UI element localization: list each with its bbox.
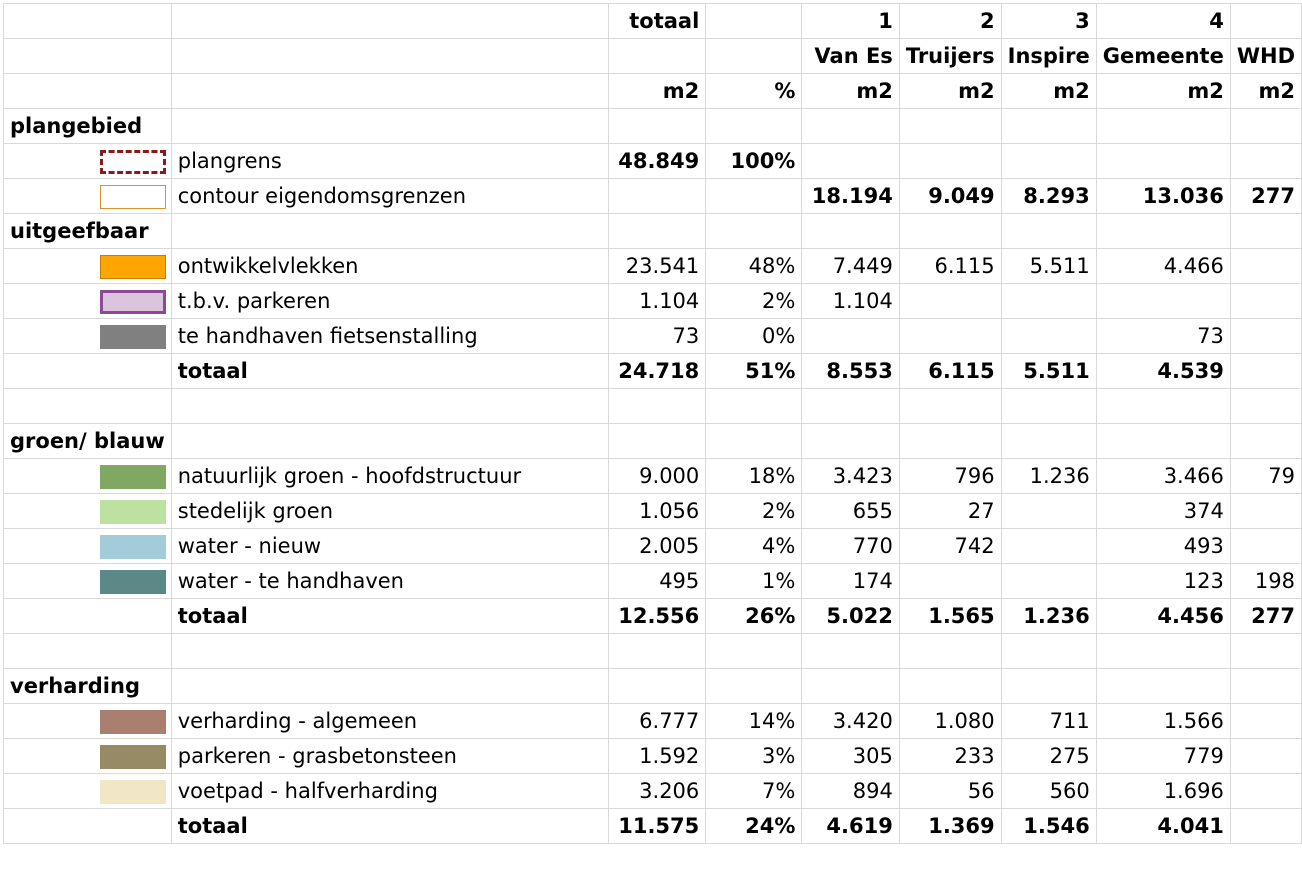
table-row — [4, 459, 1302, 494]
row-percent[interactable]: 1% — [706, 564, 802, 599]
row-owner-value[interactable] — [1230, 774, 1301, 809]
cell[interactable] — [1230, 4, 1301, 39]
cell[interactable] — [608, 669, 705, 704]
row-owner-value[interactable]: 277 — [1230, 179, 1301, 214]
row-label[interactable]: voetpad - halfverharding — [171, 774, 608, 809]
cell[interactable] — [802, 109, 899, 144]
row-owner-value[interactable] — [1230, 144, 1301, 179]
section-title[interactable]: plangebied — [4, 109, 172, 144]
legend-swatch-cell[interactable] — [4, 144, 172, 179]
row-label[interactable]: verharding - algemeen — [171, 704, 608, 739]
legend-swatch-icon — [100, 745, 166, 769]
row-owner-value[interactable]: 5.511 — [1001, 249, 1096, 284]
row-owner-value[interactable]: 18.194 — [802, 179, 899, 214]
row-owner-value[interactable]: 6.115 — [899, 249, 1001, 284]
row-owner-value[interactable]: 3.466 — [1096, 459, 1230, 494]
cell[interactable] — [802, 634, 899, 669]
cell[interactable] — [802, 669, 899, 704]
row-owner-value[interactable]: 56 — [899, 774, 1001, 809]
cell[interactable] — [171, 74, 608, 109]
row-owner-value[interactable] — [899, 564, 1001, 599]
table-row — [4, 179, 1302, 214]
subtotal-owner-value[interactable]: 6.115 — [899, 354, 1001, 389]
row-label[interactable]: water - te handhaven — [171, 564, 608, 599]
cell[interactable] — [171, 424, 608, 459]
row-percent[interactable]: 0% — [706, 319, 802, 354]
cell[interactable] — [171, 669, 608, 704]
row-owner-value[interactable]: 275 — [1001, 739, 1096, 774]
header-owner-4-number[interactable]: 4 — [1096, 4, 1230, 39]
row-owner-value[interactable]: 560 — [1001, 774, 1096, 809]
row-owner-value[interactable]: 4.466 — [1096, 249, 1230, 284]
cell[interactable] — [171, 634, 608, 669]
row-percent[interactable]: 14% — [706, 704, 802, 739]
cell[interactable] — [1230, 634, 1301, 669]
row-owner-value[interactable]: 770 — [802, 529, 899, 564]
row-owner-value[interactable]: 779 — [1096, 739, 1230, 774]
legend-swatch-cell[interactable] — [4, 494, 172, 529]
row-percent[interactable]: 100% — [706, 144, 802, 179]
header-row-units — [4, 74, 1302, 109]
row-total[interactable]: 2.005 — [608, 529, 705, 564]
row-total[interactable]: 6.777 — [608, 704, 705, 739]
header-owner-whd[interactable]: WHD — [1230, 39, 1301, 74]
subtotal-row — [4, 809, 1302, 844]
row-percent[interactable]: 48% — [706, 249, 802, 284]
cell[interactable] — [899, 669, 1001, 704]
subtotal-owner-value[interactable]: 8.553 — [802, 354, 899, 389]
table-row — [4, 144, 1302, 179]
cell[interactable] — [608, 214, 705, 249]
row-percent[interactable]: 18% — [706, 459, 802, 494]
cell[interactable] — [4, 354, 172, 389]
cell[interactable] — [1230, 424, 1301, 459]
section-header-row — [4, 424, 1302, 459]
row-owner-value[interactable] — [899, 144, 1001, 179]
cell[interactable] — [899, 389, 1001, 424]
row-total[interactable] — [608, 179, 705, 214]
cell[interactable] — [4, 4, 172, 39]
legend-swatch-cell[interactable] — [4, 739, 172, 774]
cell[interactable] — [1230, 389, 1301, 424]
row-label[interactable]: plangrens — [171, 144, 608, 179]
spacer-row — [4, 389, 1302, 424]
subtotal-owner-value[interactable]: 4.456 — [1096, 599, 1230, 634]
row-percent[interactable] — [706, 179, 802, 214]
row-owner-value[interactable] — [1230, 739, 1301, 774]
legend-swatch-icon — [100, 325, 166, 349]
subtotal-owner-value[interactable] — [1230, 354, 1301, 389]
legend-swatch-icon — [100, 570, 166, 594]
cell[interactable] — [608, 634, 705, 669]
row-owner-value[interactable]: 711 — [1001, 704, 1096, 739]
section-header-row — [4, 669, 1302, 704]
cell[interactable] — [802, 424, 899, 459]
row-percent[interactable]: 7% — [706, 774, 802, 809]
section-header-row — [4, 214, 1302, 249]
cell[interactable] — [4, 634, 172, 669]
row-owner-value[interactable]: 9.049 — [899, 179, 1001, 214]
row-total[interactable]: 73 — [608, 319, 705, 354]
row-total[interactable]: 3.206 — [608, 774, 705, 809]
header-unit-1[interactable]: m2 — [802, 74, 899, 109]
row-owner-value[interactable] — [1096, 144, 1230, 179]
subtotal-total[interactable]: 24.718 — [608, 354, 705, 389]
cell[interactable] — [1001, 634, 1096, 669]
row-owner-value[interactable] — [1230, 704, 1301, 739]
header-totaal[interactable]: totaal — [608, 4, 705, 39]
cell[interactable] — [1096, 424, 1230, 459]
row-owner-value[interactable] — [899, 284, 1001, 319]
row-owner-value[interactable]: 8.293 — [1001, 179, 1096, 214]
row-owner-value[interactable] — [1230, 319, 1301, 354]
cell[interactable] — [706, 39, 802, 74]
row-percent[interactable]: 3% — [706, 739, 802, 774]
section-title[interactable]: verharding — [4, 669, 172, 704]
subtotal-owner-value[interactable]: 5.511 — [1001, 354, 1096, 389]
row-owner-value[interactable]: 894 — [802, 774, 899, 809]
cell[interactable] — [171, 214, 608, 249]
header-row-owner-names — [4, 39, 1302, 74]
row-owner-value[interactable]: 493 — [1096, 529, 1230, 564]
subtotal-label[interactable]: totaal — [171, 809, 608, 844]
row-owner-value[interactable]: 27 — [899, 494, 1001, 529]
cell[interactable] — [1096, 634, 1230, 669]
subtotal-owner-value[interactable]: 1.546 — [1001, 809, 1096, 844]
row-total[interactable]: 23.541 — [608, 249, 705, 284]
cell[interactable] — [1230, 109, 1301, 144]
cell[interactable] — [1001, 424, 1096, 459]
row-label[interactable]: parkeren - grasbetonsteen — [171, 739, 608, 774]
legend-swatch-cell[interactable] — [4, 319, 172, 354]
header-owner-inspire[interactable]: Inspire — [1001, 39, 1096, 74]
legend-swatch-cell[interactable] — [4, 179, 172, 214]
subtotal-owner-value[interactable]: 1.565 — [899, 599, 1001, 634]
legend-swatch-icon — [100, 290, 166, 314]
subtotal-owner-value[interactable]: 4.041 — [1096, 809, 1230, 844]
table-row — [4, 529, 1302, 564]
row-label[interactable]: natuurlijk groen - hoofdstructuur — [171, 459, 608, 494]
legend-swatch-icon — [100, 185, 166, 209]
subtotal-owner-value[interactable]: 4.539 — [1096, 354, 1230, 389]
table-row — [4, 564, 1302, 599]
row-owner-value[interactable] — [1001, 494, 1096, 529]
row-owner-value[interactable]: 3.423 — [802, 459, 899, 494]
row-owner-value[interactable]: 123 — [1096, 564, 1230, 599]
header-unit-5[interactable]: m2 — [1230, 74, 1301, 109]
table-row — [4, 284, 1302, 319]
row-owner-value[interactable]: 174 — [802, 564, 899, 599]
legend-swatch-cell[interactable] — [4, 284, 172, 319]
cell[interactable] — [608, 39, 705, 74]
row-label[interactable]: te handhaven fietsenstalling — [171, 319, 608, 354]
row-owner-value[interactable]: 73 — [1096, 319, 1230, 354]
header-owner-1-number[interactable]: 1 — [802, 4, 899, 39]
cell[interactable] — [608, 424, 705, 459]
cell[interactable] — [899, 424, 1001, 459]
row-owner-value[interactable]: 79 — [1230, 459, 1301, 494]
subtotal-owner-value[interactable]: 277 — [1230, 599, 1301, 634]
cell[interactable] — [706, 214, 802, 249]
row-owner-value[interactable]: 305 — [802, 739, 899, 774]
row-owner-value[interactable]: 3.420 — [802, 704, 899, 739]
row-owner-value[interactable] — [1001, 144, 1096, 179]
cell[interactable] — [706, 669, 802, 704]
row-label[interactable]: contour eigendomsgrenzen — [171, 179, 608, 214]
cell[interactable] — [4, 599, 172, 634]
header-owner-2-number[interactable]: 2 — [899, 4, 1001, 39]
cell[interactable] — [1096, 389, 1230, 424]
cell[interactable] — [1230, 669, 1301, 704]
header-owner-gemeente[interactable]: Gemeente — [1096, 39, 1230, 74]
section-header-row — [4, 109, 1302, 144]
header-unit-2[interactable]: m2 — [899, 74, 1001, 109]
legend-swatch-icon — [100, 465, 166, 489]
row-owner-value[interactable]: 1.236 — [1001, 459, 1096, 494]
section-title[interactable]: groen/ blauw — [4, 424, 172, 459]
subtotal-owner-value[interactable] — [1230, 809, 1301, 844]
header-unit-percent[interactable]: % — [706, 74, 802, 109]
legend-swatch-icon — [100, 710, 166, 734]
cell[interactable] — [802, 389, 899, 424]
cell[interactable] — [1001, 109, 1096, 144]
table-row — [4, 704, 1302, 739]
row-owner-value[interactable] — [802, 144, 899, 179]
row-owner-value[interactable] — [802, 319, 899, 354]
cell[interactable] — [899, 214, 1001, 249]
cell[interactable] — [899, 634, 1001, 669]
header-unit-4[interactable]: m2 — [1096, 74, 1230, 109]
row-total[interactable]: 1.592 — [608, 739, 705, 774]
row-owner-value[interactable]: 742 — [899, 529, 1001, 564]
legend-swatch-cell[interactable] — [4, 564, 172, 599]
cell[interactable] — [1001, 389, 1096, 424]
legend-swatch-cell[interactable] — [4, 774, 172, 809]
row-label[interactable]: ontwikkelvlekken — [171, 249, 608, 284]
cell[interactable] — [1096, 109, 1230, 144]
row-owner-value[interactable]: 13.036 — [1096, 179, 1230, 214]
row-owner-value[interactable]: 233 — [899, 739, 1001, 774]
section-title[interactable]: uitgeefbaar — [4, 214, 172, 249]
subtotal-percent[interactable]: 51% — [706, 354, 802, 389]
header-unit-3[interactable]: m2 — [1001, 74, 1096, 109]
legend-swatch-cell[interactable] — [4, 704, 172, 739]
header-owner-van-es[interactable]: Van Es — [802, 39, 899, 74]
cell[interactable] — [1001, 669, 1096, 704]
cell[interactable] — [1001, 214, 1096, 249]
row-owner-value[interactable] — [1001, 319, 1096, 354]
cell[interactable] — [706, 389, 802, 424]
legend-swatch-icon — [100, 150, 166, 174]
cell[interactable] — [802, 214, 899, 249]
row-owner-value[interactable]: 1.566 — [1096, 704, 1230, 739]
cell[interactable] — [706, 634, 802, 669]
row-owner-value[interactable] — [1001, 284, 1096, 319]
cell[interactable] — [706, 424, 802, 459]
row-owner-value[interactable]: 1.080 — [899, 704, 1001, 739]
table-row — [4, 494, 1302, 529]
cell[interactable] — [706, 109, 802, 144]
row-percent[interactable]: 4% — [706, 529, 802, 564]
legend-swatch-icon — [100, 500, 166, 524]
cell[interactable] — [608, 109, 705, 144]
subtotal-label[interactable]: totaal — [171, 599, 608, 634]
subtotal-owner-value[interactable]: 5.022 — [802, 599, 899, 634]
row-owner-value[interactable]: 1.696 — [1096, 774, 1230, 809]
cell[interactable] — [608, 389, 705, 424]
row-label[interactable]: t.b.v. parkeren — [171, 284, 608, 319]
table-row — [4, 739, 1302, 774]
subtotal-row — [4, 599, 1302, 634]
row-total[interactable]: 1.104 — [608, 284, 705, 319]
row-label[interactable]: stedelijk groen — [171, 494, 608, 529]
row-total[interactable]: 495 — [608, 564, 705, 599]
row-owner-value[interactable] — [1230, 249, 1301, 284]
cell[interactable] — [1096, 669, 1230, 704]
subtotal-owner-value[interactable]: 1.236 — [1001, 599, 1096, 634]
legend-swatch-cell[interactable] — [4, 459, 172, 494]
subtotal-owner-value[interactable]: 4.619 — [802, 809, 899, 844]
cell[interactable] — [4, 74, 172, 109]
spacer-row — [4, 634, 1302, 669]
row-total[interactable]: 1.056 — [608, 494, 705, 529]
row-owner-value[interactable] — [1001, 564, 1096, 599]
cell[interactable] — [4, 389, 172, 424]
row-total[interactable]: 9.000 — [608, 459, 705, 494]
row-percent[interactable]: 2% — [706, 494, 802, 529]
cell[interactable] — [1230, 214, 1301, 249]
header-row-owner-numbers — [4, 4, 1302, 39]
row-percent[interactable]: 2% — [706, 284, 802, 319]
cell[interactable] — [171, 389, 608, 424]
row-owner-value[interactable]: 374 — [1096, 494, 1230, 529]
cell[interactable] — [4, 809, 172, 844]
subtotal-owner-value[interactable]: 1.369 — [899, 809, 1001, 844]
subtotal-label[interactable]: totaal — [171, 354, 608, 389]
cell[interactable] — [171, 109, 608, 144]
cell[interactable] — [4, 39, 172, 74]
table-row — [4, 319, 1302, 354]
cell[interactable] — [171, 4, 608, 39]
cell[interactable] — [899, 109, 1001, 144]
row-owner-value[interactable]: 7.449 — [802, 249, 899, 284]
header-unit-total[interactable]: m2 — [608, 74, 705, 109]
legend-swatch-cell[interactable] — [4, 249, 172, 284]
subtotal-total[interactable]: 12.556 — [608, 599, 705, 634]
row-owner-value[interactable] — [1001, 529, 1096, 564]
legend-swatch-icon — [100, 535, 166, 559]
row-owner-value[interactable] — [1096, 284, 1230, 319]
legend-swatch-icon — [100, 780, 166, 804]
row-owner-value[interactable]: 1.104 — [802, 284, 899, 319]
table-row — [4, 774, 1302, 809]
subtotal-total[interactable]: 11.575 — [608, 809, 705, 844]
row-owner-value[interactable] — [1230, 494, 1301, 529]
area-table — [3, 3, 1302, 844]
row-owner-value[interactable]: 796 — [899, 459, 1001, 494]
row-owner-value[interactable]: 198 — [1230, 564, 1301, 599]
table-row — [4, 249, 1302, 284]
subtotal-percent[interactable]: 26% — [706, 599, 802, 634]
cell[interactable] — [171, 39, 608, 74]
header-owner-3-number[interactable]: 3 — [1001, 4, 1096, 39]
table-body — [4, 4, 1302, 844]
legend-swatch-cell[interactable] — [4, 529, 172, 564]
row-owner-value[interactable] — [1230, 284, 1301, 319]
subtotal-percent[interactable]: 24% — [706, 809, 802, 844]
row-owner-value[interactable] — [899, 319, 1001, 354]
row-label[interactable]: water - nieuw — [171, 529, 608, 564]
row-owner-value[interactable]: 655 — [802, 494, 899, 529]
row-total[interactable]: 48.849 — [608, 144, 705, 179]
subtotal-row — [4, 354, 1302, 389]
cell[interactable] — [706, 4, 802, 39]
row-owner-value[interactable] — [1230, 529, 1301, 564]
cell[interactable] — [1096, 214, 1230, 249]
legend-swatch-icon — [100, 255, 166, 279]
header-owner-truijers[interactable]: Truijers — [899, 39, 1001, 74]
